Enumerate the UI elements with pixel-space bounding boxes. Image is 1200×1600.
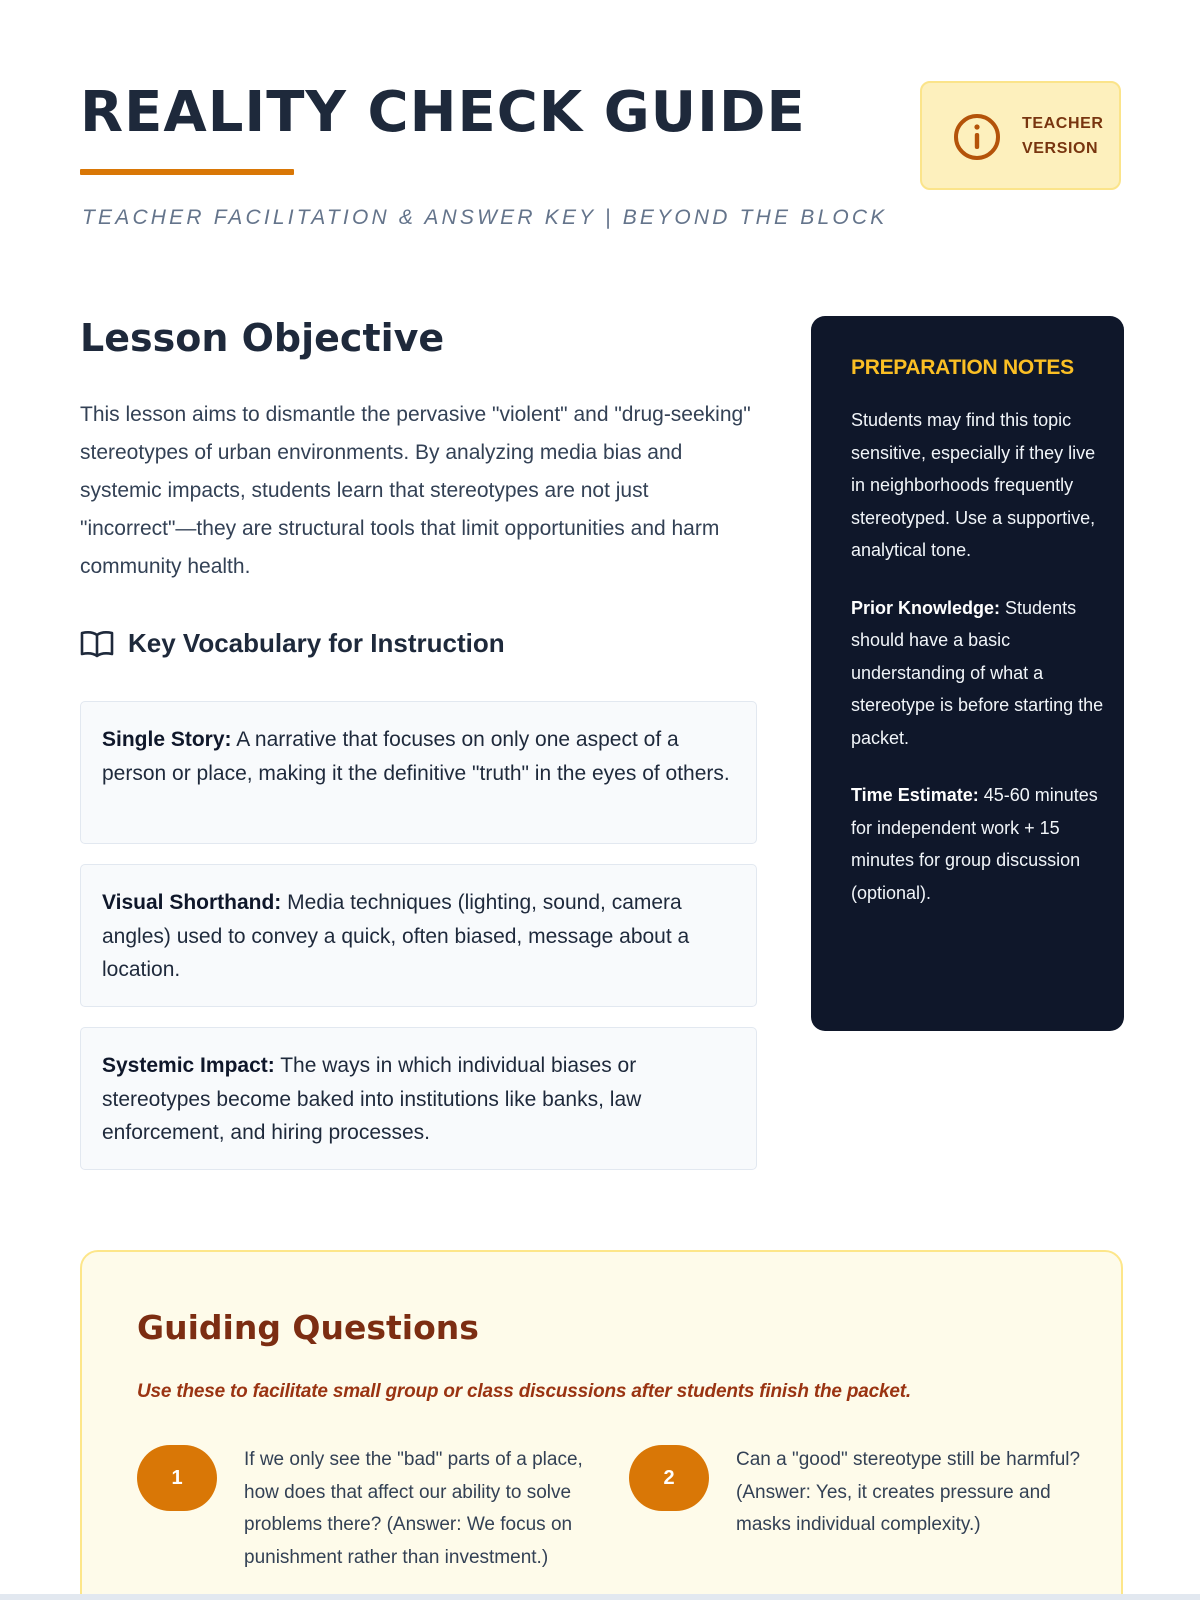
prep-prior-knowledge: [851, 592, 1104, 755]
prep-intro: Students may find this topic sensitive, especially if they live in neighborhoods frequently stereotyped. Use a supportive, analytical tone.: [851, 410, 1096, 560]
vocabulary-heading: [80, 628, 505, 659]
vocab-definition: A narrative that focuses on only one aspect of a person or place, making it the definitive "truth" in the eyes of others.: [102, 728, 730, 785]
info-circle-icon: [952, 112, 1002, 162]
vocab-term: Single Story:: [102, 728, 232, 751]
lesson-objective-text: This lesson aims to dismantle the pervasive "violent" and "drug-seeking" stereotypes of urban environments. By analyzing media bias and systemic impacts, students learn that stereotypes are not just "incorrect"—they are structural tools that limit opportunities and harm community health.: [80, 403, 751, 578]
page-title: REALITY CHECK GUIDE: [80, 80, 806, 145]
guiding-questions-panel: [80, 1250, 1123, 1600]
vocab-definition: Media techniques (lighting, sound, camera angles) used to convey a quick, often biased, message about a location.: [102, 891, 690, 981]
teacher-version-badge: [920, 81, 1121, 190]
vocab-card-single-story: [80, 701, 757, 844]
prep-time-estimate: [851, 779, 1104, 909]
open-book-icon: [80, 629, 114, 659]
vocab-term: Visual Shorthand:: [102, 891, 282, 914]
page-subtitle: TEACHER FACILITATION & ANSWER KEY | BEYOND THE BLOCK: [82, 206, 888, 229]
question-number-badge: 2: [629, 1445, 709, 1511]
guiding-questions-heading: Guiding Questions: [137, 1308, 479, 1347]
lesson-objective-heading: Lesson Objective: [80, 316, 445, 360]
vocab-card-systemic-impact: [80, 1027, 757, 1170]
guiding-questions-note: Use these to facilitate small group or class discussions after students finish the packet.: [137, 1381, 911, 1402]
question-text: Can a "good" stereotype still be harmful? (Answer: Yes, it creates pressure and masks individual complexity.): [736, 1449, 1081, 1535]
vocab-term: Systemic Impact:: [102, 1054, 275, 1077]
vocabulary-heading-text: Key Vocabulary for Instruction: [128, 628, 505, 658]
prep-prior-label: Prior Knowledge:: [851, 597, 1001, 618]
vocab-definition: The ways in which individual biases or stereotypes become baked into institutions like banks, law enforcement, and hiring processes.: [102, 1054, 642, 1144]
badge-label: TEACHER VERSION: [1022, 115, 1104, 157]
title-underline: [80, 169, 294, 175]
prep-time-text: 45-60 minutes for independent work + 15 minutes for group discussion (optional).: [851, 785, 1098, 903]
question-number-badge: 1: [137, 1445, 217, 1511]
preparation-notes-panel: [811, 316, 1124, 1031]
vocab-card-visual-shorthand: [80, 864, 757, 1007]
preparation-notes-title: PREPARATION NOTES: [851, 356, 1074, 379]
prep-time-label: Time Estimate:: [851, 785, 979, 805]
question-text: If we only see the "bad" parts of a place, how does that affect our ability to solve problems there? (Answer: We focus on punishment rather than investment.): [244, 1449, 583, 1568]
prep-prior-text: Students should have a basic understanding of what a stereotype is before starting the packet.: [851, 597, 1104, 748]
page-bottom-edge: [0, 1594, 1200, 1600]
